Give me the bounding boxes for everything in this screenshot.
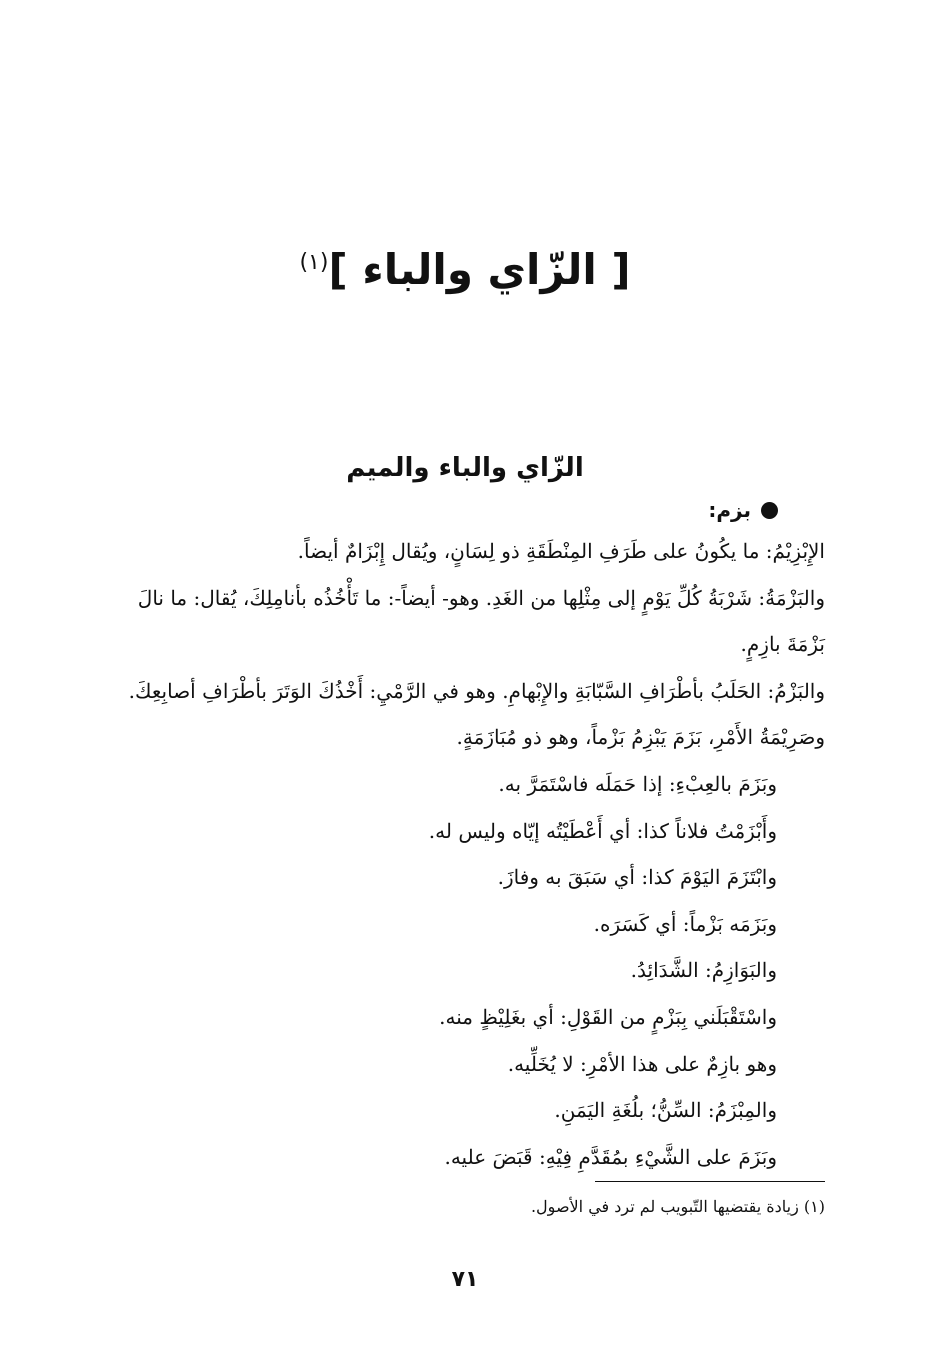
page-number: ٧١ (451, 1267, 479, 1292)
chapter-title (0, 228, 930, 305)
root-heading (708, 494, 778, 526)
entry-paragraph: والبَوَازِمُ: الشَّدَائِدُ. (630, 958, 777, 983)
entry-paragraph: وبَزَمَ بالعِبْءِ: إذا حَمَلَه فاسْتَمَرَّ به. (498, 771, 777, 796)
entry-paragraph: والبَزْمُ: الحَلَبُ بأطْرَافِ السَّبّابَةِ والإِبْهامِ. وهو في الرَّمْيِ: أَخْذُكَ الوَتَرَ بأطْرَافِ أصابِعِكَ. وصَرِيْمَةُ الأَمْرِ، بَزَمَ يَبْزِمُ بَزْماً، وهو ذو مُبَازَمَةٍ. (128, 678, 825, 750)
entries-body (105, 528, 825, 1180)
entry-paragraph: وابْتَزَمَ اليَوْمَ كذا: أي سَبَقَ به وفازَ. (497, 865, 777, 890)
entry-paragraph: وهو بازِمٌ على هذا الأمْرِ: لا يُخَلِّيه. (507, 1051, 777, 1076)
chapter-title-text: [ الزّاي والباء ] (328, 245, 631, 294)
chapter-footnote-ref: (١) (299, 250, 329, 275)
entry-paragraph: والمِبْزَمُ: السِّنُّ؛ بلُغَةِ اليَمَنِ. (554, 1098, 777, 1123)
entry-paragraph: واسْتَقْبَلَني بِبَزْمٍ من القَوْلِ: أي بغَلِيْظٍ منه. (439, 1004, 777, 1029)
entry-paragraph: وبَزَمَ على الشَّيْءِ بمُقَدَّمِ فِيْهِ: قَبَضَ عليه. (444, 1144, 777, 1169)
entry-paragraph: وبَزَمَه بَزْماً: أي كَسَرَه. (593, 911, 777, 936)
footnote-divider (595, 1181, 825, 1182)
bullet-icon (761, 502, 778, 519)
section-title: الزّاي والباء والميم (346, 453, 584, 483)
entry-paragraph: وأَبْزَمْتُ فلاناً كذا: أي أَعْطَيْتُه إيّاه وليس له. (428, 818, 777, 843)
entry-paragraph: والبَزْمَةُ: شَرْبَةُ كُلِّ يَوْمٍ إلى مِثْلِها من الغَدِ. وهو- أيضاً-: ما تَأْخُذُه بأنامِلِكَ، يُقال: ما نالَ بَزْمَةَ بازِمٍ. (137, 585, 825, 657)
entry-paragraph: الإِبْزِيْمُ: ما يكُونُ على طَرَفِ المِنْطَقَةِ ذو لِسَانٍ، ويُقال إِبْزَامٌ أيضاً. (297, 539, 825, 563)
footnote: (١) زيادة يقتضيها التّبويب لم ترد في الأصول. (530, 1197, 825, 1216)
root-label: بزم: (708, 498, 751, 522)
